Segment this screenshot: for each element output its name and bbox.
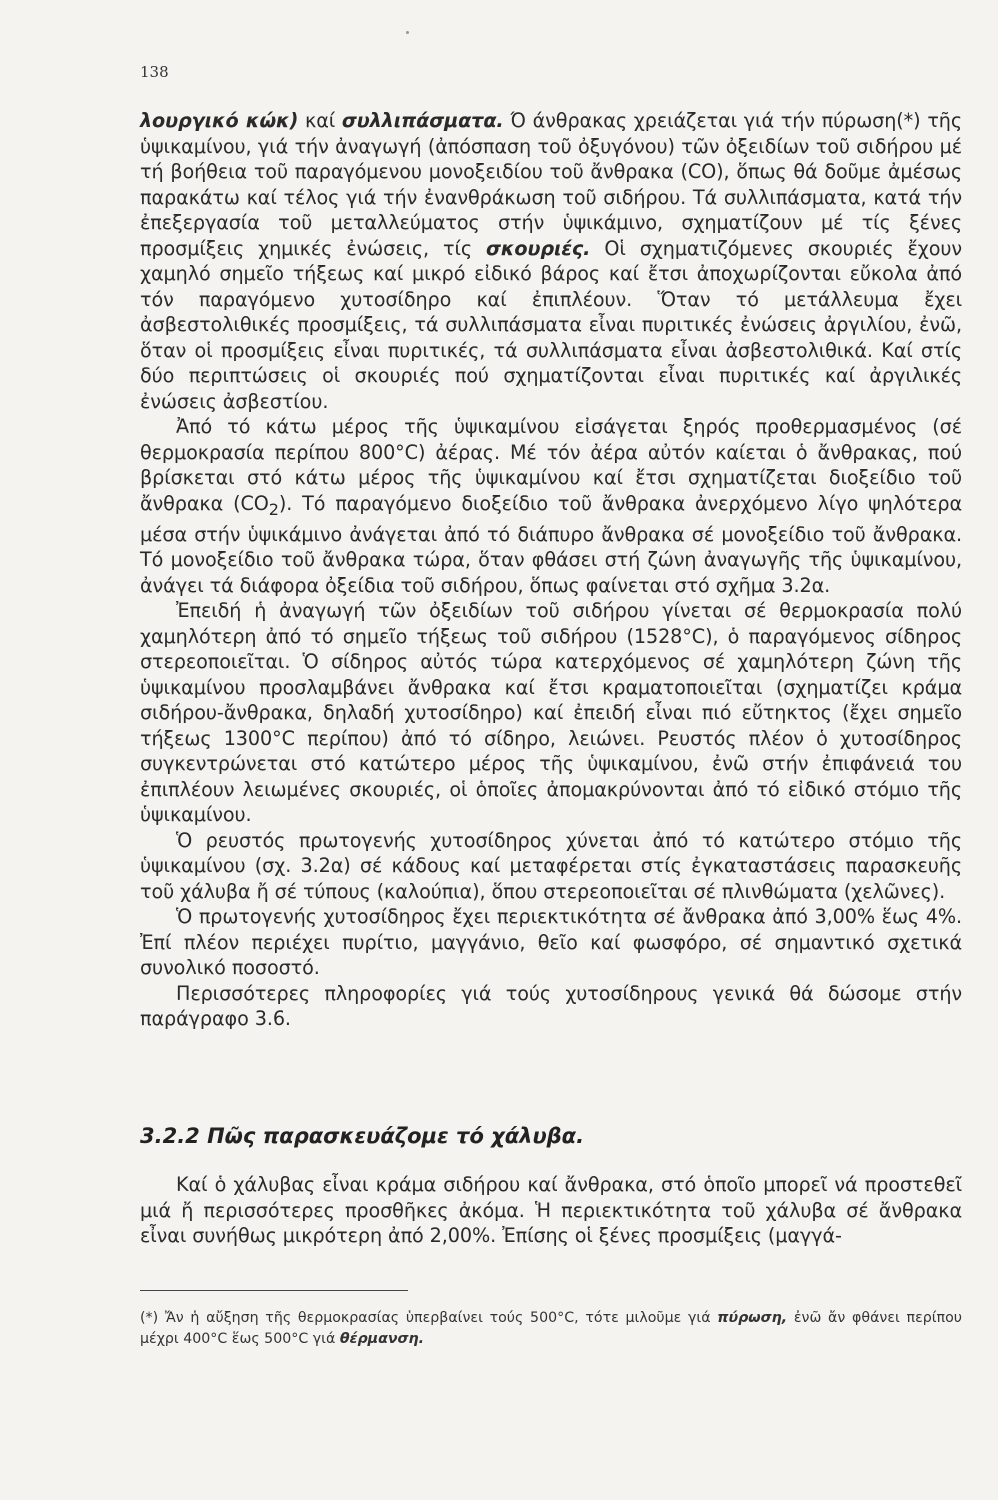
footnote: [140, 1308, 962, 1349]
section-paragraph-1: [140, 1172, 962, 1249]
text-run: Περισσότερες πληροφορίες γιά τούς χυτοσίδηρους γενικά θά δώσομε στήν παράγραφο 3.6.: [140, 981, 962, 1031]
scan-speck: [406, 31, 409, 34]
text-run: ἐνῶ ἄν φθάνει περίπου μέχρι 400°C ἕως 500°C γιά: [140, 1310, 962, 1347]
page-number: 138: [140, 63, 169, 81]
subscript: 2: [268, 499, 279, 519]
paragraph-6: [140, 981, 962, 1032]
section-body-text: [140, 1172, 962, 1249]
paragraph-2: [140, 414, 962, 598]
section-heading: 3.2.2 Πῶς παρασκευάζομε τό χάλυβα.: [140, 1124, 585, 1148]
text-run: Καί ὁ χάλυβας εἶναι κράμα σιδήρου καί ἄνθρακα, στό ὁποῖο μπορεῖ νά προστεθεῖ μιά ἤ περισσότερες προσθῆκες ἀκόμα. Ἡ περιεκτικότητα τοῦ χάλυβα σέ ἄνθρακα εἶναι συνήθως μικρότερη ἀπό 2,00%. Ἐπίσης οἱ ξένες προσμίξεις (μαγγά-: [140, 1173, 962, 1247]
paragraph-3: [140, 598, 962, 828]
paragraph-1: [140, 108, 962, 414]
text-run: Ὁ ρευστός πρωτογενής χυτοσίδηρος χύνεται ἀπό τό κατώτερο στόμιο τῆς ὑψικαμίνου (σχ. 3.2α) σέ κάδους καί μεταφέρεται στίς ἐγκαταστάσεις παρασκευῆς τοῦ χάλυβα ἤ σέ τύπους (καλούπια), ὅπου στερεοποιεῖται σέ πλινθώματα (χελῶνες).: [140, 828, 962, 903]
emphasized-term: λουργικό κώκ): [140, 109, 299, 132]
text-run: (*) Ἄν ἡ αὔξηση τῆς θερμοκρασίας ὑπερβαίνει τούς 500°C, τότε μιλοῦμε γιά: [140, 1310, 718, 1326]
footnote-divider: [140, 1290, 408, 1291]
text-run: καί: [298, 109, 342, 132]
text-run: ). Τό παραγόμενο διοξείδιο τοῦ ἄνθρακα ἀνερχόμενο λίγο ψηλότερα μέσα στήν ὑψικάμινο ἀνάγεται ἀπό τό διάπυρο ἄνθρακα σέ μονοξείδιο τοῦ ἄνθρακα. Τό μονοξείδιο τοῦ ἄνθρακα τώρα, ὅταν φθάσει στή ζώνη ἀναγωγῆς τῆς ὑψικαμίνου, ἀνάγει τά διάφορα ὀξείδια τοῦ σιδήρου, ὅπως φαίνεται στό σχῆμα 3.2α.: [140, 491, 962, 597]
paragraph-5: [140, 904, 962, 981]
main-body-text: [140, 108, 962, 1032]
emphasized-term: πύρωση,: [717, 1310, 788, 1326]
emphasized-term: σκουριές.: [486, 236, 591, 260]
text-run: Ό άνθρακας χρειάζεται γιά τήν πύρωση(*) τῆς ὑψικαμίνου, γιά τήν ἀναγωγή (ἀπόσπαση τοῦ ὀξυγόνου) τῶν ὀξειδίων τοῦ σιδήρου μέ τή βοήθεια τοῦ παραγόμενου μονοξειδίου τοῦ ἄνθρακα (CO), ὅπως θά δοῦμε ἀμέσως παρακάτω καί τέλος γιά τήν ἐνανθράκωση τοῦ σιδήρου. Τά συλλιπάσματα, κατά τήν ἐπεξεργασία τοῦ μεταλλεύματος στήν ὑψικάμινο, σχηματίζουν μέ τίς ξένες προσμίξεις χημικές ἐνώσεις, τίς: [140, 109, 962, 260]
text-run: Ἀπό τό κάτω μέρος τῆς ὑψικαμίνου εἰσάγεται ξηρός προθερμασμένος (σέ θερμοκρασία περίπου 800°C) ἀέρας. Μέ τόν ἀέρα αὐτόν καίεται ὁ ἄνθρακας, πού βρίσκεται στό κάτω μέρος τῆς ὑψικαμίνου καί ἔτσι σχηματίζεται διοξείδιο τοῦ ἄνθρακα (CO: [140, 415, 962, 515]
text-run: Ὁ πρωτογενής χυτοσίδηρος ἔχει περιεκτικότητα σέ ἄνθρακα ἀπό 3,00% ἕως 4%. Ἐπί πλέον περιέχει πυρίτιο, μαγγάνιο, θεῖο καί φωσφόρο, σέ σημαντικό σχετικά συνολικό ποσοστό.: [140, 905, 962, 980]
text-run: Ἐπειδή ἡ ἀναγωγή τῶν ὀξειδίων τοῦ σιδήρου γίνεται σέ θερμοκρασία πολύ χαμηλότερη ἀπό τό σημεῖο τήξεως τοῦ σιδήρου (1528°C), ὁ παραγόμενος σίδηρος στερεοποιεῖται. Ὁ σίδηρος αὐτός τώρα κατερχόμενος σέ χαμηλότερη ζώνη τῆς ὑψικαμίνου προσλαμβάνει ἄνθρακα καί ἔτσι κραματοποιεῖται (σχηματίζει κράμα σιδήρου-ἄνθρακα, δηλαδή χυτοσίδηρο) καί ἐπειδή εἶναι πιό εὔτηκτος (ἔχει σημεῖο τήξεως 1300°C περίπου) ἀπό τό σίδηρο, λειώνει. Ρευστός πλέον ὁ χυτοσίδηρος συγκεντρώνεται στό κατώτερο μέρος τῆς ὑψικαμίνου, ἐνῶ στήν ἐπιφάνειά του ἐπιπλέουν λειωμένες σκουριές, οἱ ὁποῖες ἀπομακρύνονται ἀπό τό εἰδικό στόμιο τῆς ὑψικαμίνου.: [140, 599, 962, 827]
emphasized-term: συλλιπάσματα.: [341, 109, 504, 132]
footnote-text: [140, 1308, 962, 1349]
paragraph-4: [140, 828, 962, 905]
emphasized-term: θέρμανση.: [339, 1330, 425, 1347]
text-run: Οἱ σχηματιζόμενες σκουριές ἔχουν χαμηλό σημεῖο τήξεως καί μικρό εἰδικό βάρος καί ἔτσι ἀποχωρίζονται εὔκολα ἀπό τόν παραγόμενο χυτοσίδηρο καί ἐπιπλέουν. Ὅταν τό μετάλλευμα ἔχει ἀσβεστολιθικές προσμίξεις, τά συλλιπάσματα εἶναι πυριτικές ἐνώσεις ἀργιλίου, ἐνῶ, ὅταν οἱ προσμίξεις εἶναι πυριτικές, τά συλλιπάσματα εἶναι ἀσβεστολιθικά. Καί στίς δύο περιπτώσεις οἱ σκουριές πού σχηματίζονται εἶναι πυριτικές καί ἀργιλικές ἐνώσεις ἀσβεστίου.: [140, 236, 963, 413]
